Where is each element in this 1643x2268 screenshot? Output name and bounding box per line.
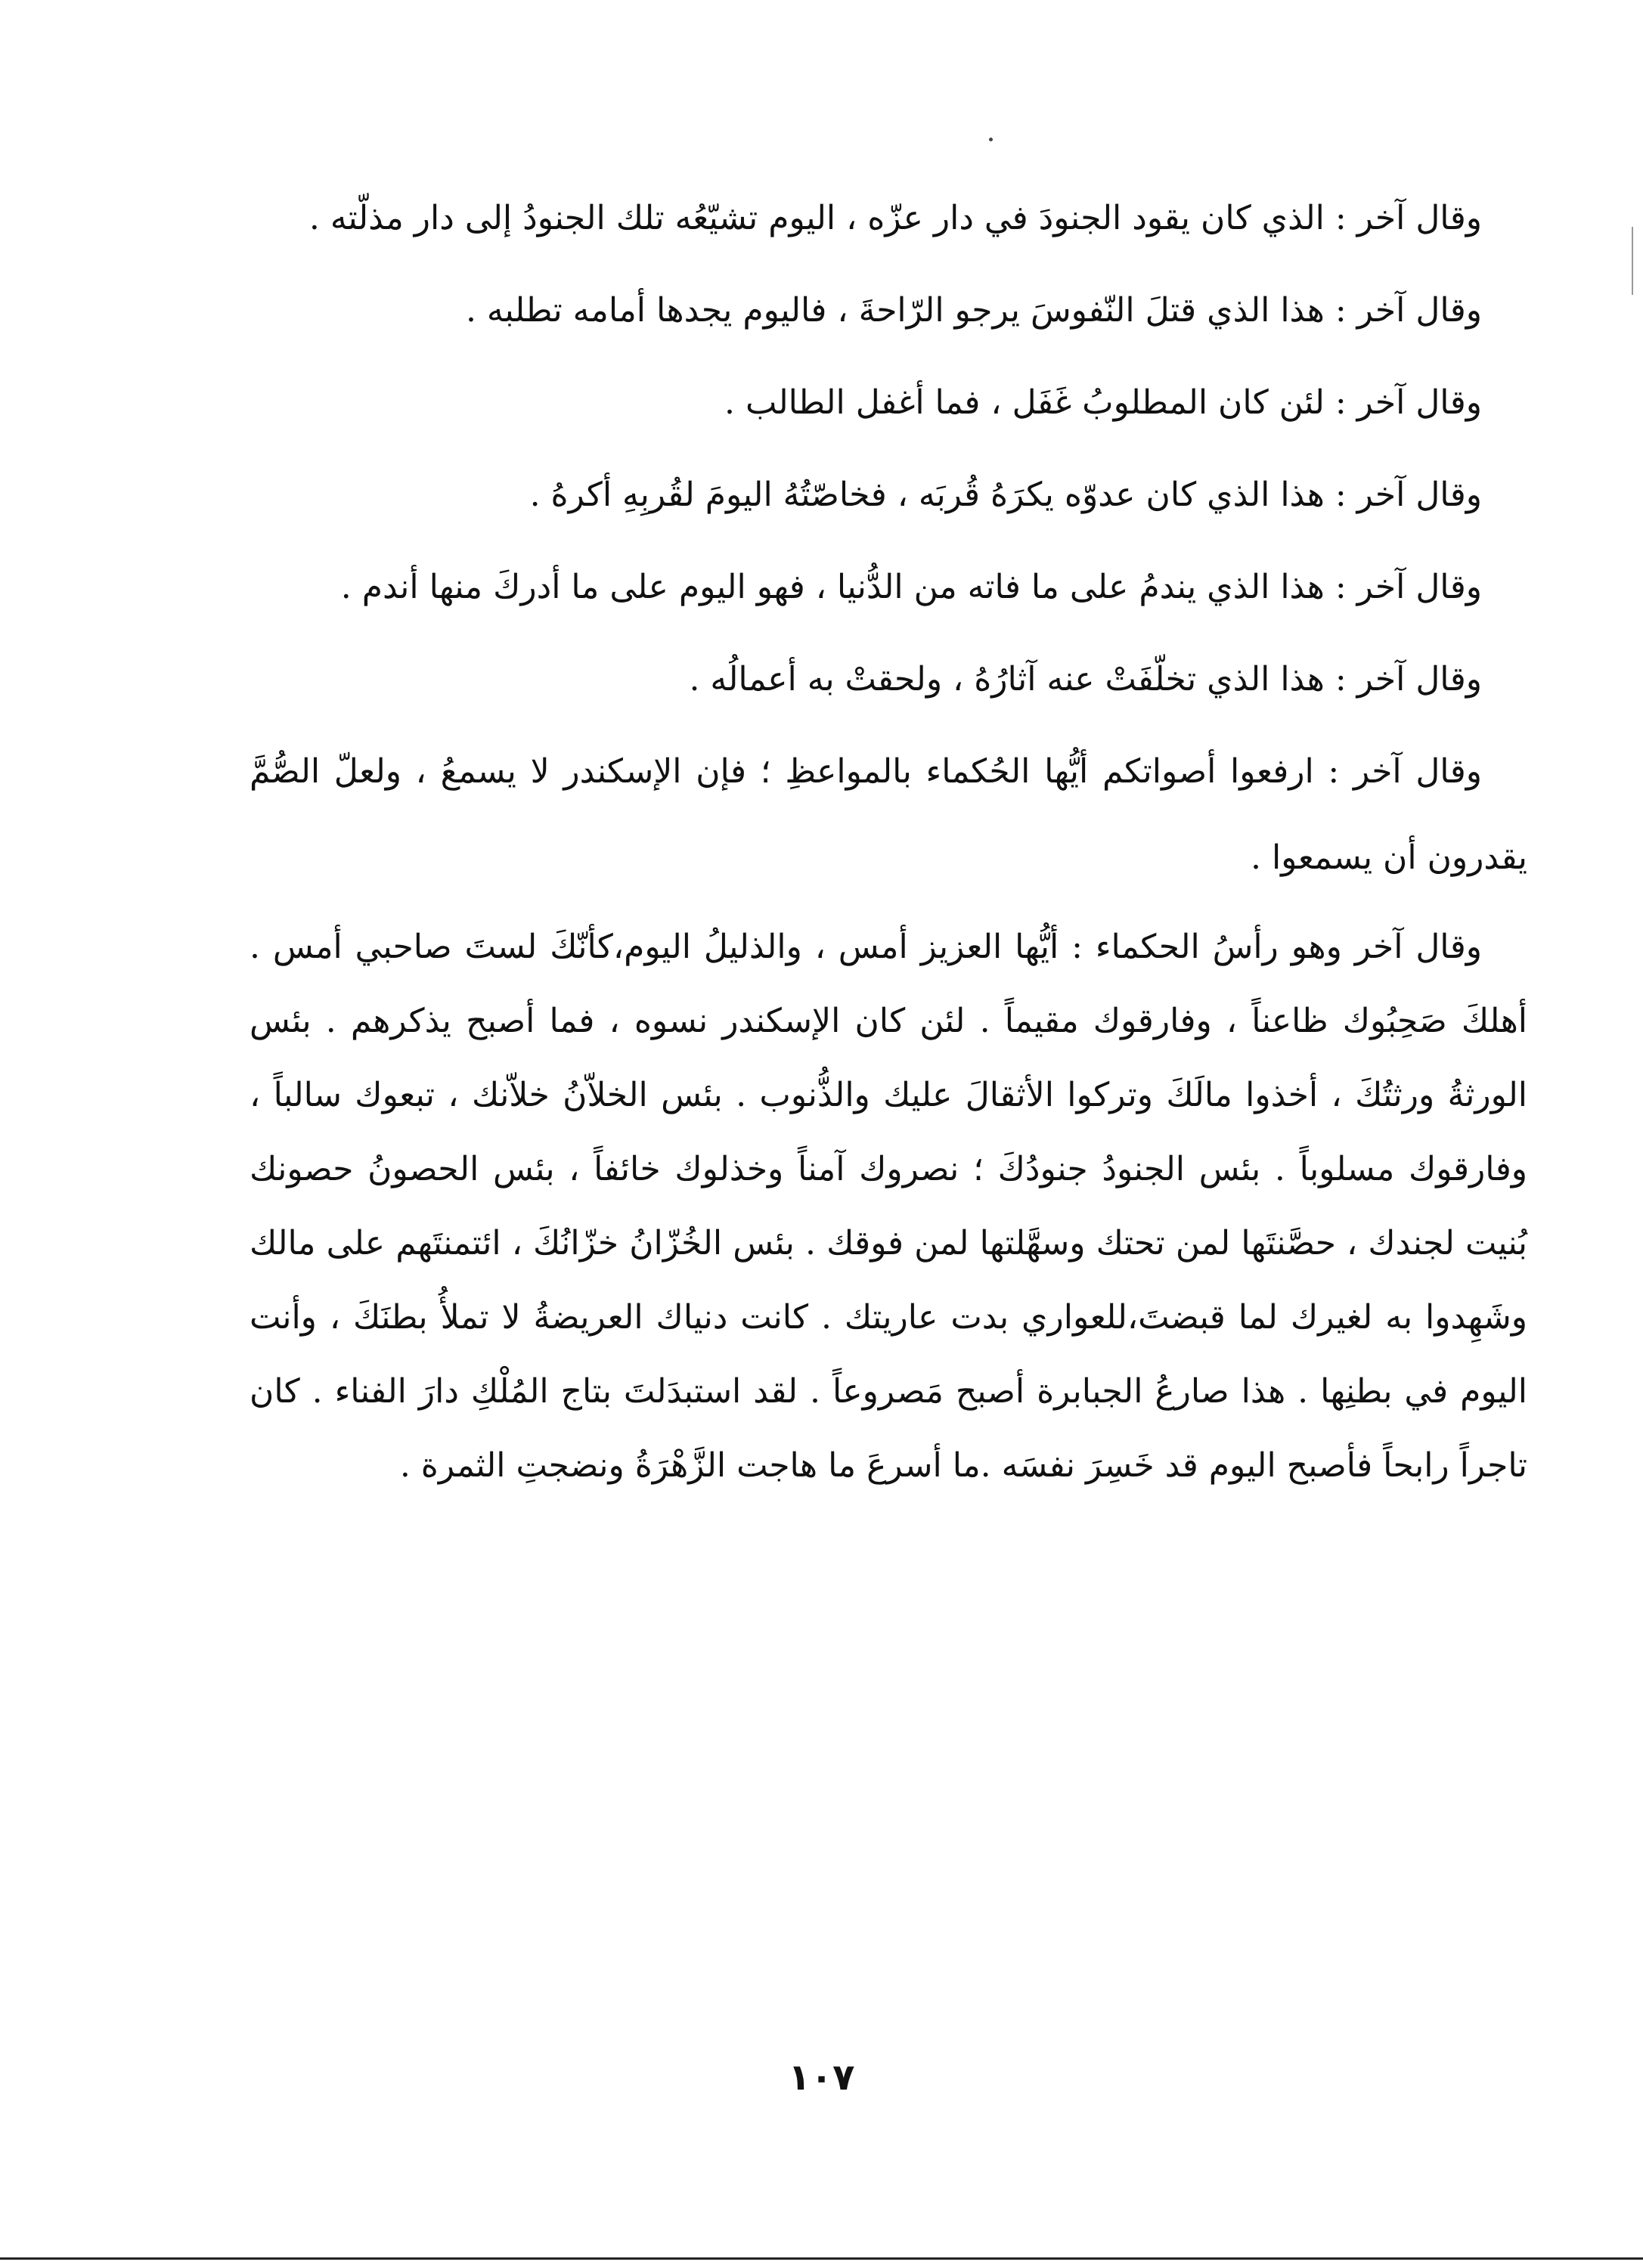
body-text (250, 175, 1527, 1503)
paragraph-6: وقال آخر : هذا الذي تخلّفَتْ عنه آثارُهُ ، ولحقتْ به أعمالُه . (689, 660, 1482, 699)
paragraph-5: وقال آخر : هذا الذي يندمُ على ما فاته من الدُّنيا ، فهو اليوم على ما أدركَ منها أندم . (340, 568, 1482, 606)
paragraph-7: وقال آخر : ارفعوا أصواتكم أيُّها الحُكماء بالمواعظِ ؛ فإن الإسكندر لا يسمعُ ، ولعلّ الصُّمَّ يقدرون أن يسمعوا . (250, 752, 1527, 877)
paragraph-2: وقال آخر : هذا الذي قتلَ النّفوسَ يرجو الرّاحةَ ، فاليوم يجدها أمامه تطلبه . (465, 291, 1482, 330)
page-number: ١٠٧ (788, 2056, 855, 2099)
paragraph-3: وقال آخر : لئن كان المطلوبُ غَفَل ، فما أغفل الطالب . (724, 383, 1482, 422)
paragraph-8: وقال آخر وهو رأسُ الحكماء : أيُّها العزيز أمس ، والذليلُ اليوم،كأنّكَ لستَ صاحبي أمس . أهلكَ صَحِبُوك ظاعناً ، وفارقوك مقيماً . لئن كان الإسكندر نسوه ، فما أصبح يذكرهم . بئس الورثةُ ورثتُكَ ، أخذوا مالَكَ وتركوا الأثقالَ عليك والذُّنوب . بئس الخلاّنُ خلاّنك ، تبعوك سالباً ، وفارقوك مسلوباً . بئس الجنودُ جنودُكَ ؛ نصروك آمناً وخذلوك خائفاً ، بئس الحصونُ حصونك بُنيت لجندك ، حصَّنتَها لمن تحتك وسهَّلتها لمن فوقك . بئس الخُزّانُ خزّانُكَ ، ائتمنتَهم على مالك وشَهِدوا به لغيرك لما قبضتَ،للعواري بدت عاريتك . كانت دنياك العريضةُ لا تملأُ بطنَكَ ، وأنت اليوم في بطنِها . هذا صارعُ الجبابرة أصبح مَصروعاً . لقد استبدَلتَ بتاج المُلْكِ دارَ الفناء . كان تاجراً رابحاً فأصبح اليوم قد خَسِرَ نفسَه .ما أسرعَ ما هاجت الزَّهْرَةُ ونضجتِ الثمرة . (250, 928, 1527, 1485)
paragraph-4: وقال آخر : هذا الذي كان عدوّه يكرَهُ قُربَه ، فخاصّتُهُ اليومَ لقُربِهِ أكرهُ . (529, 476, 1482, 514)
scan-speck (989, 138, 993, 141)
scan-bottom-edge (0, 2257, 1643, 2260)
paragraph-1: وقال آخر : الذي كان يقود الجنودَ في دار عزّه ، اليوم تشيّعُه تلك الجنودُ إلى دار مذلّته . (308, 199, 1482, 237)
scan-margin-mark (1632, 227, 1633, 295)
